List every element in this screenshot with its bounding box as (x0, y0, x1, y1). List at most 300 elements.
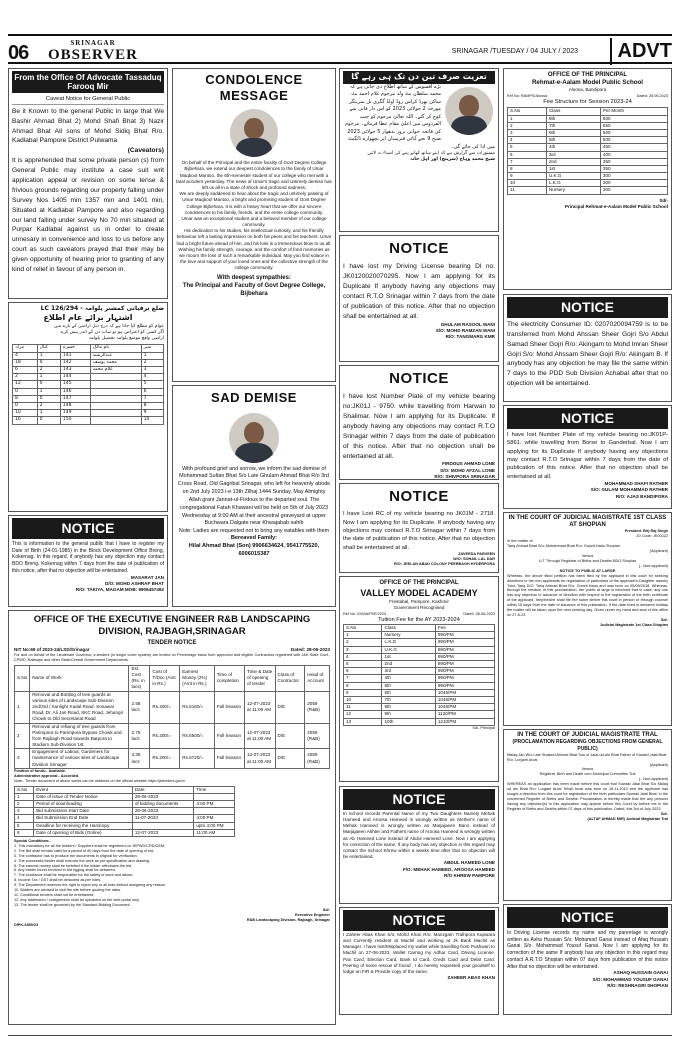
urdu-table-cell: 2 (37, 367, 60, 374)
rehmat-fee-cell: 1 (508, 115, 547, 122)
page-number: 06 (8, 42, 29, 64)
valley-fee-cell: L.K.G (382, 639, 435, 646)
tender-sign-1: Sd/- (322, 907, 330, 912)
valley-fee-cell: 9th (382, 711, 435, 718)
notice-heading: NOTICE (343, 789, 495, 810)
section-title: ADVT (610, 38, 672, 65)
valley-fee-row (344, 675, 495, 682)
notice-father: W/O: SOHAIL LAL DAR (453, 557, 495, 562)
tender-work-cell: 2059 (R&B) (305, 723, 330, 749)
valley-col-header: S.No (344, 625, 382, 632)
valley-fee-cell: 1045/PM (435, 689, 494, 696)
tender-condition: 10. Bidders are advised to visit the site before quoting the rates. (14, 888, 122, 893)
rehmat-fee-row (508, 187, 668, 194)
notice-address: R/O: AJAS BANDIPORA (615, 493, 668, 499)
tender-condition: 3. The contractor has to produce the documents in original for verification. (14, 853, 138, 858)
valley-recog: Government Recognised (393, 605, 445, 611)
condolence-p3: Umar was an exceptional student and a beloved member of our college community. (181, 215, 327, 228)
notice-father: D/O: MOHD ASHRAF BHAT (105, 580, 164, 586)
urdu-table-cell: 4 (13, 352, 38, 359)
tender-note: Note:- Tender document of above works can be obtained on the official website https://jktenders.gov.in (14, 778, 186, 783)
tender-work-cell: Rs.200/= (150, 691, 180, 723)
valley-fee-row (344, 661, 495, 668)
tender-work-cell: Rs.200/= (150, 749, 180, 769)
court-versus: Versus (581, 553, 594, 558)
condolence-p1: On behalf of the Principal and the entire faculty of Govt Degree College Bijbehara, we extend our deepest condolences to the family of Umar Maqbool Mantoo, the 6th-semester student of our college who met with a fatal accident yesterday. The news of Umar's tragic and untimely demise has left us all in a state of shock and profound sadness. (176, 160, 332, 190)
urdu-table-cell: 9 (141, 410, 163, 417)
urdu-table-cell: 149 (60, 410, 90, 417)
tender-office: OFFICE OF THE EXECUTIVE ENGINEER R&B LANDSCAPING DIVISION, RAJBAGH,SRINAGAR (33, 614, 311, 638)
court-jo: JO Code: JK00222 (635, 534, 668, 539)
urdu-table-cell: 0 (37, 381, 60, 388)
tender-schedule-row (15, 822, 235, 829)
tender-condition: 8. Income Tax / GST shall be deducted as per rules. (14, 878, 102, 883)
rehmat-col-header: Per Month (600, 108, 667, 115)
sad-demise (172, 385, 336, 607)
dateline: SRINAGAR /TUESDAY / 04 JULY / 2023 (451, 48, 578, 55)
court-nonapp: (...Non-applicant) (638, 563, 668, 568)
notice-name: ZAVEEDA PARVEEN (458, 552, 495, 557)
valley-fee-cell: 8 (344, 682, 382, 689)
condolence-closing: With deepest sympathies: (217, 274, 291, 281)
tender-work-cell: Removal and refixing of tree guards from Parimpora to Parimpora Bypass Chowk and from Rajbagh Road towards Batpora to Stadium Sub-Division 1st (30, 723, 129, 749)
tender-col-header: Class of Contractor (275, 665, 305, 691)
valley-fee-cell: 11 (344, 704, 382, 711)
demise-title: SAD DEMISE (211, 390, 297, 405)
tender-schedule-cell: 4 (15, 815, 34, 822)
urdu-table-cell: 0 (37, 359, 60, 366)
rehmat-fee-cell: 7 (508, 158, 547, 165)
rehmat-ref: Ref No: RAMPS/Aloosa (507, 93, 548, 98)
tender-work-cell: 12-07-2023 at 11:00 AM (244, 723, 275, 749)
valley-fee-cell: 9 (344, 689, 382, 696)
urdu-condolence (339, 68, 499, 232)
tender-col-header: Est. Cost (Rs. in lacs) (129, 665, 150, 691)
tender-works-table (14, 665, 330, 769)
tender-schedule-row (15, 793, 235, 800)
tender-work-cell: 2059 (R&B) (305, 691, 330, 723)
tender-schedule-cell: of bidding documents (132, 800, 194, 807)
urdu-table-cell: عبدالرشید (90, 352, 141, 359)
valley-fee-cell: 3rd (382, 668, 435, 675)
urdu-line-1: ضلع ترقیاتی کمشنر پلوامہ - 126/294 LC (40, 305, 164, 312)
urdu-line-3: عوام کو مطلع کیا جاتا ہے کہ درج ذیل اراضی کے بارے میں (53, 323, 164, 329)
rehmat-fee-cell: 10 (508, 180, 547, 187)
valley-model-academy-fee (339, 576, 499, 782)
tender-work-row (15, 691, 330, 723)
rehmat-fee-cell: Nursery (546, 187, 600, 194)
notice-lost-wallet (339, 907, 499, 1015)
court-sign-2: Judicial Magistrate 1st Class Shopian (600, 622, 668, 627)
rehmat-fee-cell: 11 (508, 187, 547, 194)
rehmat-fee-cell: 350 (600, 165, 667, 172)
tender-col-header: Head of Account (305, 665, 330, 691)
valley-fee-row (344, 696, 495, 703)
notice-body: This is information to the general public that I have to register my Date of Birth (24-01-1985) in the Block Development Office Breng, Kokernag. In this regard, if anybody has any objection may contact BDO Breng, Kokernag within 7 days from the date of publication of this notice, after that no objection will be entertained. (12, 540, 164, 574)
tender-work-cell: Fall Season (214, 723, 244, 749)
tender-work-cell: 3 (15, 749, 30, 769)
valley-ref: Ref No: GVMA/FEE/2023 (343, 611, 387, 616)
rehmat-school-fee (503, 68, 672, 290)
tender-condition: 2. The Bid shall remain valid for a period of 90 days from the date of opening of bid. (14, 848, 155, 853)
paper-logo-top: SRINAGAR (70, 39, 116, 47)
condolence-p4: His dedication to his studies, his intellectual curiosity, and his friendly behaviour left a lasting impression on both his peers and his teachers. Umar had a bright future ahead of him, and his loss is a tremendous blow to us all. (176, 228, 332, 246)
rehmat-fee-row (508, 122, 668, 129)
valley-dated: Dated: 28-06-2023 (463, 611, 495, 616)
paper-logo (48, 39, 138, 62)
notice-name: MASARAT JAN (130, 574, 164, 580)
rehmat-fee-cell: 3rd (546, 151, 600, 158)
valley-place: Frestabal, Pampore, Kashmir (389, 599, 449, 605)
advocate-caveat (8, 68, 168, 299)
rehmat-fee-cell: 350 (600, 158, 667, 165)
urdu-table-cell: 18 (13, 359, 38, 366)
court-party: Tariq Ahmad Bhat S/o: Mohammad Bhat R/o: Gunzil-Hadu Shopian (507, 544, 620, 549)
urdu-table-cell: 150 (60, 417, 90, 424)
court-matter: In the matter of (507, 539, 533, 544)
tender-condition: 12. Any addendum / corrigendum shall be uploaded on the web portal only. (14, 897, 140, 902)
tender-work-row (15, 723, 330, 749)
valley-office: OFFICE OF THE PRINCIPAL (379, 580, 459, 586)
schedule-col-header: S.No (15, 786, 34, 793)
tender-schedule-row (15, 808, 235, 815)
notice-heading: NOTICE (389, 370, 449, 387)
valley-col-header: Class (382, 625, 435, 632)
tender-schedule-row (15, 815, 235, 822)
rehmat-fee-cell: 8 (508, 165, 547, 172)
caveat-intro: Be it Known to the general Public in large that We Bashir Ahmad Bhat 2) Mohd Shafi Bhat 3) Nazir Ahmad Bhat All sons of Mohd Sidiq Bhat R/o. Kadlabal Pampore District Pulwama (12, 107, 164, 145)
tender-col-header: Cost of T/Doc (Amt in Rs.) (150, 665, 180, 691)
tender-schedule-cell: 6 (15, 829, 34, 836)
rehmat-dated: Dated: 28.06.2023 (636, 93, 668, 98)
valley-subtitle: Tuition Fee for the AY 2023-2024 (378, 616, 460, 623)
tender-schedule-cell: 11-07-2023 (132, 815, 194, 822)
demise-contact: Hilal Ahmad Bhat (Son) 9906634624, 9541775520, 6006015387 (188, 543, 320, 557)
valley-fee-cell: 6th (382, 689, 435, 696)
rehmat-fee-cell: 3 (508, 129, 547, 136)
rehmat-fee-cell: 7th (546, 122, 600, 129)
masthead (8, 34, 672, 64)
valley-fee-row (344, 689, 495, 696)
urdu-table-cell: 1 (141, 352, 163, 359)
tender-schedule-cell: 28-06-2023 (132, 793, 194, 800)
rehmat-fee-cell: 4 (508, 137, 547, 144)
urdu-table-cell: 2 (141, 359, 163, 366)
tender-work-cell: Rs.5500/= (180, 723, 214, 749)
court-sign: Sd/- (660, 811, 668, 816)
rehmat-col-header: Class (546, 108, 600, 115)
rehmat-fee-cell: 300 (600, 173, 667, 180)
valley-fee-cell: 2nd (382, 661, 435, 668)
tender-schedule-cell: Date of issue of Tender Notice (34, 793, 133, 800)
urdu-condolence-title: تعزیت صرف تین دن تک ہی رہے گا (343, 71, 495, 84)
rehmat-fee-cell: 2nd (546, 158, 600, 165)
urdu-table-cell: 7 (141, 395, 163, 402)
valley-fee-cell: 7 (344, 675, 382, 682)
tender-condition: 11. Conditional tenders shall not be entertained. (14, 893, 95, 898)
tender-col-header: Time of completion (214, 665, 244, 691)
tender-condition: 13. The tender shall be governed by the Standard Bidding Document. (14, 902, 131, 907)
court-presided: Presided: Brij Raj Singh (624, 529, 668, 534)
tender-schedule-row (15, 829, 235, 836)
tender-work-cell: Rs.200/= (150, 723, 180, 749)
notice-body: I Zaheer Abas Khan S/o: Mohd Khan R/o: Manzgam Tralhpora Kupwara and Currently resident at Machil and working at Jk Bank Machil as Manager. I have lost/Misplaced my wallet while travelling from Pushwari to Machil on 27-06-2023. Wallet Carring my Adhar Card, Driving License, Pan Card, Election Card, Bank Id Card, Credit Card and Debit Card. Peering of some rescue of found , I do hereby requested your goodself to lodge an FIR & Provide copy of the same. (343, 931, 495, 975)
notice-heading: NOTICE (343, 910, 495, 931)
rehmat-fee-cell: 500 (600, 137, 667, 144)
tender-condition: 6. Any bidder found involved in bid rigging shall be debarred. (14, 868, 116, 873)
urdu-table-cell: 1 (37, 410, 60, 417)
court-body: Whereas, the above titled petition has been filed by the applicant in this court for seeking directions to the non-applicants for registration of particulars of the applicant's Daughter namely Tuba Tariq D/O. Tariq Ahmad Bhat R/o: Gunzil-Hadu and was born on 05/09/2018. Whereas, through the medium of this proclamation, the public at large is informed that in case, any one has any objection in issuance of direction with respect to the registration of the birth certificate of the applicant, they/he/she shall file the same before this court in person or through counsel within 15 days from the date of issuance of this publication. If the date fixed is declared holiday the matter will be taken upon the next working day. Given under my hand and seal of this office on 27-6-23 (507, 573, 668, 618)
valley-fee-cell: U.K.G (382, 646, 435, 653)
urdu-table-row (13, 417, 164, 424)
tender-condition: 1. This mandatory for all the bidders / Suppliers shall be registered on JKPWD/CRD/GEM. (14, 843, 166, 848)
valley-fee-cell: 990/PM (435, 646, 494, 653)
valley-fee-cell: 990/PM (435, 653, 494, 660)
tender-schedule-cell: 2 (15, 800, 34, 807)
rehmat-office: OFFICE OF THE PRINCIPAL (547, 72, 628, 78)
urdu-table-cell: محمد یوسف (90, 359, 141, 366)
condolence-sign: The Principal and Faculty of Govt Degree College, Bijbehara (182, 282, 326, 297)
tender-condition: 9. The Department reserves the right to reject any or all bids without assigning any reason. (14, 883, 167, 888)
tender-condition: 4. The successful bidder shall execute the work as per specification and drawing. (14, 858, 151, 863)
valley-fee-row (344, 711, 495, 718)
tender-work-cell: D/E (275, 749, 305, 769)
rehmat-fee-row (508, 180, 668, 187)
tender-schedule-cell: 5 (15, 822, 34, 829)
rehmat-fee-cell: 9 (508, 173, 547, 180)
urdu-table-cell: 8 (13, 395, 38, 402)
condolence-title: CONDOLENCE MESSAGE (205, 72, 303, 103)
tender-work-row (15, 749, 330, 769)
urdu-table-cell (90, 381, 141, 388)
urdu-table-cell (90, 402, 141, 409)
notice-address: R/O: TANGMARG KMR (445, 333, 495, 339)
tender-col-header: Name of Work (30, 665, 129, 691)
valley-fee-cell: 990/PM (435, 675, 494, 682)
tender-schedule-cell: Date of opening of Bids (Online) (34, 829, 133, 836)
valley-fee-cell: 10 (344, 696, 382, 703)
rehmat-fee-cell: 300 (600, 187, 667, 194)
valley-fee-cell: 990/PM (435, 632, 494, 639)
student-photo (230, 109, 278, 157)
tender-work-cell: Removal and Bottling of tree guards at various sites of Landscape Sub-Division 2nd/3rd / Sunlight Kadal Road, Sonawar Road, Dr. Ali Jan Road, SKC Road, Jehangir Chowk to Old Secretariat Road (30, 691, 129, 723)
tender-col-header: Time & Date of opening of tender (244, 665, 275, 691)
urdu-table-cell: 143 (60, 367, 90, 374)
rehmat-fee-cell: 550 (600, 122, 667, 129)
notice-driving-license-correction (503, 904, 672, 1015)
notice-rc (339, 483, 499, 573)
tender-work-cell: Fall Season (214, 691, 244, 723)
urdu-table-cell: 12 (13, 381, 38, 388)
notice-heading: NOTICE (389, 488, 449, 505)
court-body: WHEREAS an application has been made before this court that Suwaid Jalal Bhat S/o Malaq ud din Bhat R/o: Lurgam Arcal Tehsil Arcal was born on 18.11.2010 and the applicant has sought a direction from this court for registration of the birth particulars Suwaid Jalal Bhat, in the concerned Register of Births and Deaths. Proclamation is hereby made that the any persons having any objection(s) to this application may appear before this Court by before me in the Register of Births and Deaths within 07 days of this publication. Dated, this 3rd of July 2023 (507, 782, 668, 811)
notice-address: R/O: SHIVPORA SRINAGAR (434, 473, 495, 479)
tender-work-cell: D/E (275, 691, 305, 723)
court-party: Malaq Jan W/o Late Shakeel Ahmad Bhat Son of Jalal-ud-din Bhat Father of Suwaid Jalal Bhat R/o: Lurgam Arcal (507, 752, 667, 762)
valley-fee-cell: 1045/PM (435, 696, 494, 703)
urdu-table-cell: 145 (60, 381, 90, 388)
valley-fee-cell: 1 (344, 632, 382, 639)
urdu-col-header: کنال (37, 345, 60, 352)
rehmat-fee-cell: 450 (600, 144, 667, 151)
tender-work-cell: Rs.6720/= (180, 749, 214, 769)
urdu-table-cell: 2 (37, 402, 60, 409)
tender-schedule-cell (194, 808, 235, 815)
urdu-table-cell: 8 (141, 402, 163, 409)
schedule-col-header: Date (132, 786, 194, 793)
urdu-condolence-mourners: مستورات سے گزارش ہے کہ اپنے ساتھ کھانے پینے کی اشیاء نہ لائیں (367, 151, 495, 157)
tender-work-cell: 2 (15, 723, 30, 749)
tender-work-cell: Rs.5160/= (180, 691, 214, 723)
paper-logo-name: OBSERVER (48, 47, 138, 64)
tender-col-header: Earnest Money (2%) (Amt in Rs.) (180, 665, 214, 691)
urdu-table-cell: 141 (60, 352, 90, 359)
urdu-table-row (13, 410, 164, 417)
valley-fee-cell: 1st (382, 653, 435, 660)
valley-fee-row (344, 668, 495, 675)
rehmat-fee-cell: U.K.G (546, 173, 600, 180)
notice-body: In Driving License records my name and my parentage is wrongly written as Asha Hussain S/o: Mohamad Ganai instead of Afaq Hussain Ganai S/o. Mohammad Yousuf Ganai. Now I am applying for its correction of the same If anybody has any objection in this regard may contact A.R.T.O Shopian within 07 days from publication of this notice After that no objection will be entertained. (507, 929, 668, 970)
urdu-table-cell: 2 (13, 374, 38, 381)
notice-driving-license (339, 235, 499, 362)
tender-schedule-cell: 1 (15, 793, 34, 800)
tender-schedule-cell: 11:00 AM (194, 829, 235, 836)
valley-fee-cell: 1045/PM (435, 704, 494, 711)
tender-col-header: S.No (15, 665, 30, 691)
tender-schedule-cell: Bid submission Start Date (34, 808, 133, 815)
rehmat-sign-1: Sd/- (659, 197, 668, 203)
valley-fee-cell: 10th (382, 718, 435, 725)
urdu-table-row (13, 359, 164, 366)
urdu-table-cell: غلام محمد (90, 367, 141, 374)
tender-work-cell: 2.75 lacs (129, 723, 150, 749)
rehmat-fee-cell: 300 (600, 180, 667, 187)
tender-work-cell: 3.36 lacs (129, 749, 150, 769)
rehmat-subtitle: Fee Structure for Session 2023-24 (543, 98, 632, 105)
rehmat-fee-table (507, 107, 668, 194)
rehmat-fee-row (508, 115, 668, 122)
valley-fee-row (344, 632, 495, 639)
notice-body: The electricity Consumer ID: 0207020094759 is to be transferred from Mohd Ahssan Sheer Gojri S/o Abdul Samad Sheer Gojri R/o: Akingam to Mohd Imran Sheer Gojri S/o: Mohd Ahssam Sheer Gojri R/o: Akingam B. If anybody has any objection he may file the same within 7 days to the PDD Sub Division Achabal after that no objection will be entertained. (507, 320, 668, 388)
tender-intro: For and on behalf of the Lieutenant Governor, e-tenders (in single cover system) are invited on Percentage basis from approved and eligible Contractors registered with J&K State Govt., CPWD, Railways and other State/Central Government Departments. (14, 652, 330, 662)
tender-schedule-cell (132, 822, 194, 829)
valley-fee-cell: 3 (344, 646, 382, 653)
valley-fee-table (343, 624, 495, 726)
court-applicant: (Applicant) (649, 762, 668, 767)
court-notice-head: NOTICE TO PUBLIC AT LARGE (559, 568, 616, 573)
urdu-col-header: نمبر (141, 345, 163, 352)
urdu-table-row (13, 367, 164, 374)
urdu-table-cell: 146 (60, 388, 90, 395)
court-shopian (503, 512, 672, 726)
condolence-p2: We are deeply saddened to hear about the tragic and untimely passing of Umar Maqbool Mantoo, a bright and promising student of Govt Degree College Bijbehara. It is with a heavy heart that we offer our sincere condolences to his family, friends, and the entire college community. (179, 191, 329, 215)
notice-name: ASHAQ HUSSAIN GANAI (613, 970, 668, 976)
urdu-line-4: اگر کسی کو اعتراض ہو تو سات دن کے اندر پیش کرے (60, 330, 164, 336)
court-sign-2: (ALTAF AHMAD MIR) Judicial Magistrate Tral (587, 816, 668, 821)
tender-conditions (14, 844, 330, 908)
notice-body: In School records Parental Name of my Two Daughters Namely Mehak Hameed and Aroosa Hameed is wrongly written as Mother's name of Mehak Hameed is wrongly written as Marjajaeen Bano instead of Marjajaeen Akhter and Fathers name of Aroosa Hameed is wrongly written as Ab Hameed Lone instead of Abdul Hameed Lone. Now I am applying for correction of the same, If any body has any objection in this regard may contact the School Khrew within a weeks time after that no objection will be entertained. (343, 810, 495, 860)
schedule-col-header: Event (34, 786, 133, 793)
notice-body: I have lost my Driving License bearing Dl no: JK0120020070295. Now I am applying for its Duplicate If anybody having any objections may contact R.T.O Srinagar within 7 days from the date of publication of this notice. After that no objection shall be entertained at all. (343, 263, 495, 320)
rehmat-fee-cell: 500 (600, 129, 667, 136)
tender-admin: Administrative approval:- Accorded. (14, 773, 80, 778)
rehmat-col-header: S.No (508, 108, 547, 115)
valley-fee-cell: 990/PM (435, 639, 494, 646)
notice-masarat (8, 515, 168, 607)
notice-school-records (339, 786, 499, 904)
urdu-table-cell: 0 (13, 388, 38, 395)
valley-fee-cell: 4th (382, 675, 435, 682)
urdu-land-table (12, 344, 164, 424)
notice-body: I have lost Number Plate of my vehicle bearing no:JK01J - 9750. while travelling from Harwan to Shalimar. Now I am applying for its Duplicate. If anybody having any objections may contact R.T.O Srinagar within 7 days from the date of publication of this notice. After that no objection shall be entertained at all. (343, 393, 495, 460)
notice-address: R/O KHREW PAMPORE (444, 872, 495, 878)
urdu-condolence-sign: شیخ محمد وہاج (سرپنچ) اور اہل خانہ (409, 157, 495, 163)
urdu-table-row (13, 402, 164, 409)
urdu-table-row (13, 352, 164, 359)
tender-work-cell: D/E (275, 723, 305, 749)
notice-address: R/O: JEELAN ABAD COLONY PEERBAGH HYDERPORA (393, 562, 495, 567)
court-sign: Sd/- (660, 617, 668, 622)
court-respondent: Registrar, Birth and Death cum Municipal Committee Tral (539, 772, 636, 777)
demise-body: With profound grief and sorrow, we inform the sad demise of Mohammad Sultan Bhat S/o Late Ghulam Ahmad Bhat R/o 3rd Cross Road, Old Gagribal Srinagar, who left for heavenly abode on 2nd July 2023 i-e 13th Zilhaj 1444 Sunday. May Almighty Allah grant Jannat-ul-Firdous to the departed soul. The congregational Fatah Khawani will be held on 5th of July 2023 Wednesday at 9:00 AM at their ancestral graveyard at upper Buchwara Dalgate near Khwajabab sahib (177, 465, 331, 527)
notice-number-plate (339, 365, 499, 480)
urdu-table-cell (90, 395, 141, 402)
court-title: IN THE COURT OF JUDICIAL MAGISTRATE 1ST CLASS AT SHOPIAN (508, 515, 667, 529)
demise-note: Note: Ladies are requested not to bring any eatables with them (178, 528, 330, 535)
urdu-table-row (13, 395, 164, 402)
valley-fee-cell: 12 (344, 711, 382, 718)
tender-work-cell: 2059 (R&B) (305, 749, 330, 769)
advocate-title: From the Office Of Advocate Tassaduq Farooq Mir (12, 71, 164, 93)
notice-heading: NOTICE (507, 408, 668, 429)
rehmat-fee-row (508, 158, 668, 165)
rehmat-fee-row (508, 137, 668, 144)
urdu-table-cell: 1 (37, 388, 60, 395)
urdu-table-cell: 6 (141, 388, 163, 395)
rehmat-place: Aloosa, Bandipora (568, 87, 607, 93)
tender-notice (8, 610, 336, 1025)
valley-fee-cell: Nursery (382, 632, 435, 639)
tender-work-cell: 12-07-2023 at 11:00 AM (244, 691, 275, 723)
rehmat-sign-2: Principal Rehmat-e-Aalam Model Public School (564, 203, 668, 209)
tender-condition: 7. The contractor shall be responsible for the safety of work and labour. (14, 873, 134, 878)
urdu-table-cell: 10 (13, 410, 38, 417)
notice-body: I have lost Number Plate of my vehicle bearing no:JK01P-5861. while travelling from Borse to Ganderbal. Now I am applying for its Duplicate If anybody having any objections may contact R.T.O Srinagar within 7 days from the date of publication of this notice. After that no objection shall be entertained at all. (507, 431, 668, 480)
urdu-line-2: اشتہار برائے عام اطلاع (43, 313, 133, 323)
urdu-table-cell: 1 (37, 352, 60, 359)
rehmat-fee-cell: 8th (546, 115, 600, 122)
tender-schedule-cell: Bid Submission End Date (34, 815, 133, 822)
tender-sign-2: Executive Engineer (294, 912, 330, 917)
notice-father: S/O: MOHD AFZAL LONE (440, 467, 495, 473)
notice-address: R/O: TAKIYA, MAGAM MOB: 9906457492 (75, 587, 164, 593)
demise-bereaved: Bereaved Family: (230, 535, 278, 542)
notice-name: MOHAMMAD SHAFI RATHER (604, 481, 668, 487)
urdu-table-cell (90, 388, 141, 395)
valley-fee-cell: 6 (344, 668, 382, 675)
valley-fee-cell: 5 (344, 661, 382, 668)
court-applicant: (Applicant) (649, 549, 668, 554)
tender-funds: Position of funds:- Available. (14, 768, 67, 773)
notice-heading: NOTICE (12, 518, 164, 539)
valley-fee-cell: 2 (344, 639, 382, 646)
tender-schedule-row (15, 800, 235, 807)
valley-fee-cell: 13 (344, 718, 382, 725)
urdu-table-cell (90, 374, 141, 381)
urdu-table-cell: 0 (37, 395, 60, 402)
tender-dated: Dated: 28-06-2023 (290, 646, 330, 652)
valley-fee-cell: 990/PM (435, 668, 494, 675)
